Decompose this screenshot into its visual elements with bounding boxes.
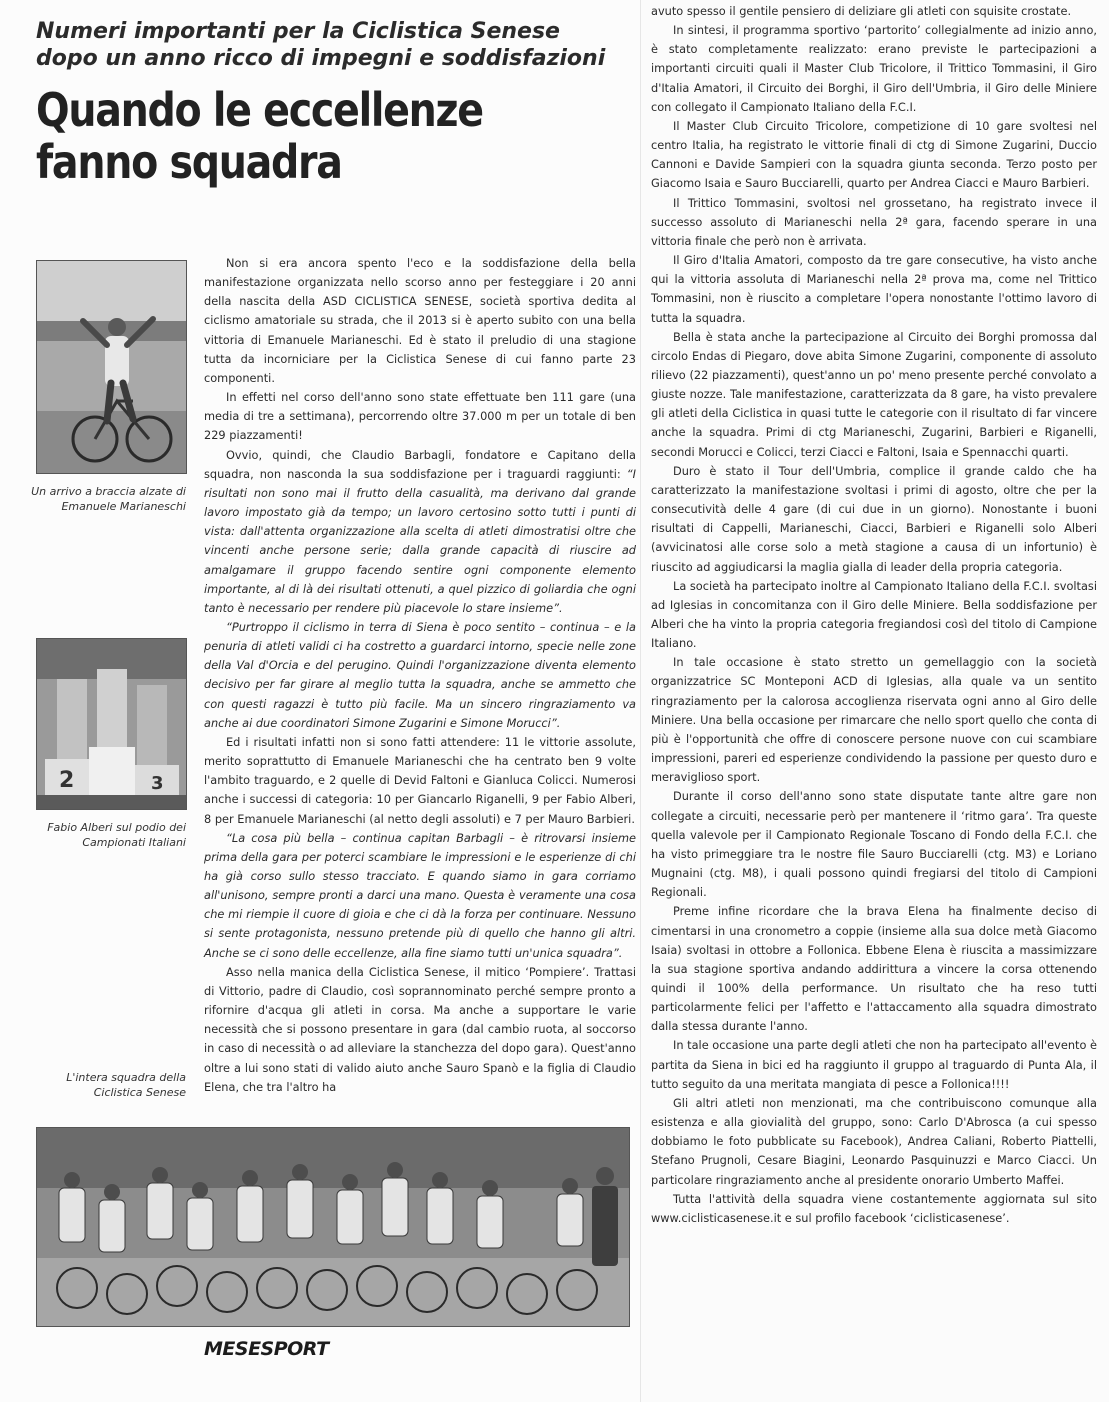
photo-podium [36, 638, 187, 810]
left-paragraph-6: “La cosa più bella – continua capitan Barbagli – è ritrovarsi insieme prima della gara per poterci scambiare le impressioni e le esperienze di chi ha già corso sullo stesso tracciato. E quando siamo in gara corriamo all'unisono, sempre pronti a darci una mano. Questa è veramente una cosa che mi riempie il cuore di gioia e che ci dà la forza per continuare. Nessuno si sente protagonista, nessuno pretende più di quello che hanno gli altri. Anche se ci sono delle eccellenze, alla fine siamo tutti un'unica squadra”. [204, 830, 636, 960]
photo-cyclist-arrival-image [37, 261, 186, 473]
left-paragraph-1: Non si era ancora spento l'eco e la soddisfazione della bella manifestazione organizzata nello scorso anno per festeggiare i 20 anni della nascita della ASD CICLISTICA SENESE, società sportiva dedita al ciclismo amatoriale su strada, che il 2013 si è aperto subito con una bella vittoria di Emanuele Marianeschi. Ed è stato il preludio di una stagione tutta da incorniciare per la Ciclistica Senese di cui fanno parte 23 componenti. [204, 256, 636, 385]
left-paragraph-5: Ed i risultati infatti non si sono fatti attendere: 11 le vittorie assolute, merito soprattutto di Emanuele Marianeschi che ha centrato ben 9 volte l'ambito traguardo, e 2 quelle di Devid Faltoni e Gianluca Colicci. Numerosi anche i successi di categoria: 10 per Giancarlo Riganelli, 9 per Fabio Alberi, 8 per Emanuele Marianeschi (al netto degli assoluti) e 7 per Mauro Barbieri. [204, 734, 636, 826]
photo-team [36, 1127, 630, 1327]
right-page [640, 0, 1109, 1402]
right-paragraph-11: Preme infine ricordare che la brava Elena ha finalmente deciso di cimentarsi in una cronometro a coppie (insieme alla sua dolce metà Giacomo Isaia) svoltasi in ottobre a Follonica. Ebbene Elena è riuscita a massimizzare la sua stagione sportiva andando addirittura a vincere la corsa ottenendo quindi il 100% della performance. Un risultato che ha reso tutti particolarmente felici per l'affetto e l'attaccamento alla squadra dimostrato dalla stessa durante l'anno. [651, 904, 1097, 1034]
caption-photo-1: Un arrivo a braccia alzate di Emanuele Marianeschi [31, 485, 186, 513]
left-paragraph-2: In effetti nel corso dell'anno sono state effettuate ben 111 gare (una media di tre a settimana), percorrendo oltre 37.000 m per un totale di ben 229 piazzamenti! [204, 390, 636, 443]
left-paragraph-3-lead: Ovvio, quindi, che Claudio Barbagli, fondatore e Capitano della squadra, non nasconda la sua soddisfazione per i traguardi raggiunti: [204, 447, 636, 481]
magazine-masthead: MESESPORT [204, 1338, 329, 1360]
right-paragraph-10: Durante il corso dell'anno sono state disputate tante altre gare non collegate a circuiti, necessarie però per mantenere il ‘ritmo gara’. Tra queste quella valevole per il Campionato Regionale Toscano di Fondo della F.C.I. che ha visto primeggiare tra le nostre file Sauro Bucciarelli (ctg. M3) e Loriano Mugnaini (ctg. M8), i quali possono quindi fregiarsi del titolo di Campioni Regionali. [651, 789, 1097, 900]
article-subtitle: Numeri importanti per la Ciclistica Senese dopo un anno ricco di impegni e soddisfazioni [36, 19, 606, 71]
photo-podium-image [37, 639, 186, 809]
right-paragraph-2: In sintesi, il programma sportivo ‘partorito’ collegialmente ad inizio anno, è stato completamente realizzato: erano previste le partecipazioni a importanti circuiti quali il Master Club Tricolore, il Trittico Tommasini, il Giro d'Italia Amatori, il Circuito dei Borghi, il Giro dell'Umbria, il Giro delle Miniere con collegato il Campionato Italiano della F.C.I. [651, 23, 1097, 114]
svg-text:3: 3 [151, 773, 164, 794]
left-column-text [204, 254, 636, 1097]
left-paragraph-3-quote: “I risultati non sono mai il frutto della casualità, ma derivano dal grande lavoro impostato già da tempo; un lavoro certosino sotto tutti i punti di vista: dall'attenta organizzazione alla scelta di atleti dimostratisi oltre che vincenti anche persone serie; dalla grande capacità di riuscire ad amalgamare il gruppo facendo sentire ogni componente elemento importante, al di là dei risultati ottenuti, a quel pizzico di goliardia che ogni tanto è necessario per rendere più piacevole lo stare insieme”. [204, 466, 636, 615]
right-paragraph-12: In tale occasione una parte degli atleti che non ha partecipato all'evento è partita da Siena in bici ed ha raggiunto il gruppo al traguardo di Punta Ala, il tutto seguito da una meritata mangiata di pesce a Follonica!!!! [651, 1038, 1097, 1091]
article-title: Quando le eccellenze fanno squadra [36, 83, 483, 189]
right-paragraph-13: Gli altri atleti non menzionati, ma che contribuiscono comunque alla esistenza e alla giovialità del gruppo, sono: Carlo D'Abrosca (a cui spesso dobbiamo le foto pubblicate su Facebook), Andrea Caliani, Roberto Piattelli, Stefano Prugnoli, Cesare Biagini, Leonardo Pasquinuzzi e Marco Ciacci. Un particolare ringraziamento anche al presidente onorario Umberto Maffei. [651, 1095, 1097, 1187]
right-column-text [651, 2, 1097, 1228]
right-paragraph-14: Tutta l'attività della squadra viene costantemente aggiornata sul sito www.ciclisticasenese.it e sul profilo facebook ‘ciclisticasenese’. [651, 1191, 1097, 1225]
right-paragraph-8: La società ha partecipato inoltre al Campionato Italiano della F.C.I. svoltasi ad Iglesias in concomitanza con il Giro delle Miniere. Bella soddisfazione per Alberi che ha vinto la propria categoria fregiandosi così del titolo di Campione Italiano. [651, 578, 1097, 651]
right-paragraph-7: Duro è stato il Tour dell'Umbria, complice il grande caldo che ha caratterizzato la manifestazione svoltasi i primi di agosto, oltre che per la consecutività delle 4 gare (di cui due in un giorno). Nonostante i buoni risultati di Cappelli, Marianeschi, Ciacci, Barbieri e Riganelli solo Alberi (avvicinatosi alle corse solo a metà stagione a causa di un infortunio) è riuscito ad aggiudicarsi la maglia gialla di leader della propria categoria. [651, 463, 1097, 574]
right-paragraph-1: avuto spesso il gentile pensiero di deliziare gli atleti con squisite crostate. [651, 4, 1072, 18]
left-paragraph-7: Asso nella manica della Ciclistica Senese, il mitico ‘Pompiere’. Trattasi di Vittorio, padre di Claudio, così soprannominato perché sempre pronto a rifornire d'acqua gli atleti in corsa. Ma anche a supportare le varie necessità che si possono presentare in gara (dal cambio ruota, al soccorso in caso di necessità o ad alleviare la stanchezza del dopo gara). Quest'anno oltre a lui sono stati di valido aiuto anche Sauro Spanò e la figlia di Claudio Elena, che tra l'altro ha [204, 964, 636, 1094]
caption-photo-3: L'intera squadra della Ciclistica Senese [66, 1071, 186, 1099]
right-paragraph-5: Il Giro d'Italia Amatori, composto da tre gare consecutive, ha visto anche qui la vittoria assoluta di Marianeschi nella 2ª prova ma, come nel Trittico Tommasini, non è riuscito a completare l'opera nonostante l'ottimo lavoro di tutta la squadra. [651, 253, 1097, 325]
caption-photo-2: Fabio Alberi sul podio dei Campionati Italiani [47, 821, 186, 849]
right-paragraph-9: In tale occasione è stato stretto un gemellaggio con la società organizzatrice SC Monteponi ACD di Iglesias, alla quale va un sentito ringraziamento per la calorosa accoglienza riservata ogni anno al Giro delle Miniere. Una bella occasione per rimarcare che nello sport quello che conta di più è l'opportunità che offre di conoscere persone nuove con cui scambiare impressioni, pareri ed esperienze condividendo la passione per questo duro e meraviglioso sport. [651, 655, 1097, 785]
left-paragraph-3 [204, 446, 636, 618]
photo-cyclist-arrival [36, 260, 187, 474]
left-paragraph-4: “Purtroppo il ciclismo in terra di Siena è poco sentito – continua – e la penuria di atleti validi ci ha costretto a guardarci intorno, specie nelle zone della Val d'Orcia e del perugino. Quindi l'organizzazione diventa elemento decisivo per far girare al meglio tutta la squadra, anche se ammetto che con questi ragazzi è tutto più facile. Ma un sincero ringraziamento va anche ai due coordinatori Simone Zugarini e Simone Morucci”. [204, 619, 636, 730]
right-paragraph-3: Il Master Club Circuito Tricolore, competizione di 10 gare svoltesi nel centro Italia, ha registrato le vittorie finali di ctg di Simone Zugarini, Duccio Cannoni e Davide Sampieri con la squadra giunta seconda. Terzo posto per Giacomo Isaia e Sauro Bucciarelli, quarto per Andrea Ciacci e Mauro Barbieri. [651, 118, 1097, 191]
svg-text:2: 2 [59, 768, 75, 793]
photo-team-image [37, 1128, 629, 1326]
right-paragraph-4: Il Trittico Tommasini, svoltosi nel grossetano, ha registrato invece il successo assoluto di Marianeschi nella 2ª gara, facendo sperare in una vittoria finale che però non è arrivata. [651, 195, 1097, 248]
right-paragraph-6: Bella è stata anche la partecipazione al Circuito dei Borghi promossa dal circolo Endas di Piegaro, dove abita Simone Zugarini, componente di assoluto rilievo (22 piazzamenti), quest'anno un po' meno presente perché convolato a giuste nozze. Tale manifestazione, caratterizzata da 8 gare, ha visto prevalere gli atleti della Ciclistica in quasi tutte le categorie con il risultato di far vincere anche la squadra. Primi di ctg Marianeschi, Zugarini, Barbieri e Riganelli, secondi Morucci e Colicci, terzi Ciacci e Faltoni, Isaia e Spennacchi quarti. [651, 329, 1097, 459]
